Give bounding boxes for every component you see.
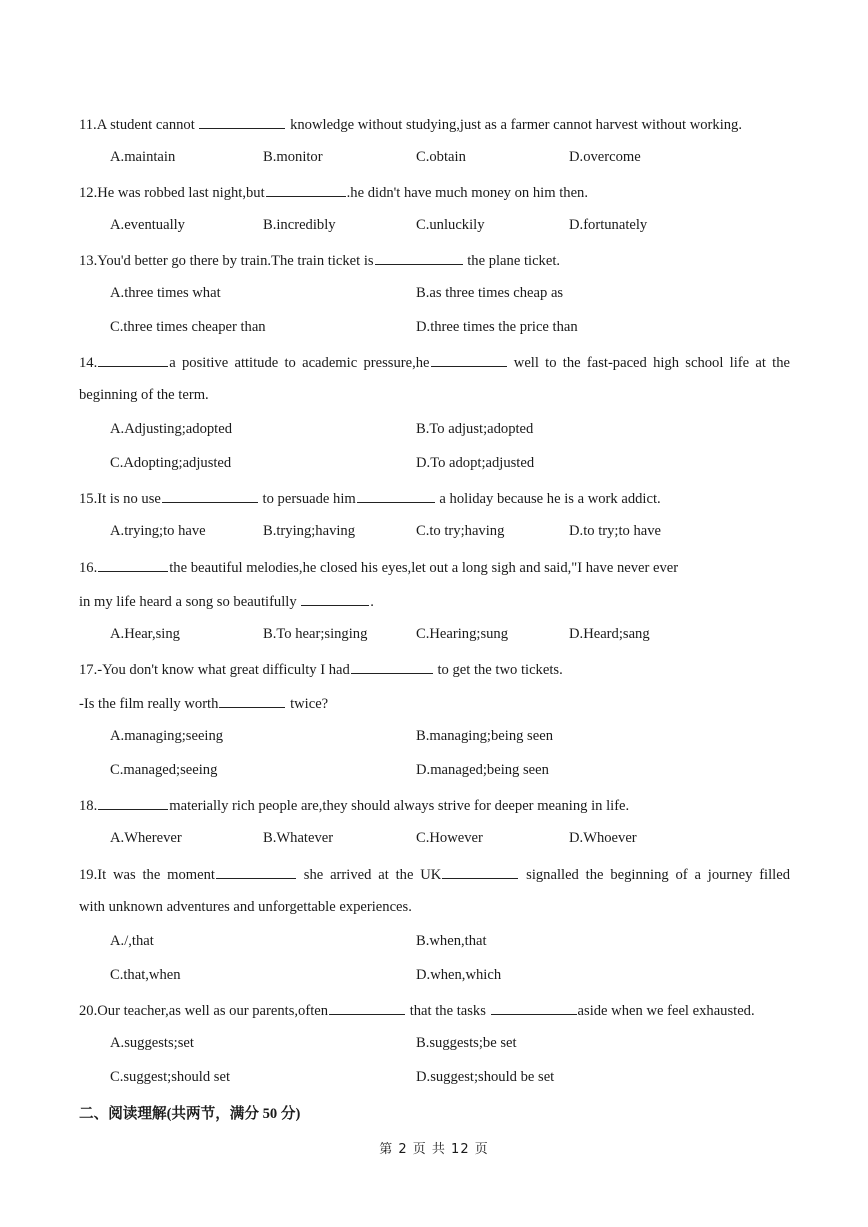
question-11-option-b[interactable]: B.monitor — [263, 149, 323, 165]
question-16-option-b[interactable]: B.To hear;singing — [263, 626, 368, 642]
answer-blank[interactable] — [442, 864, 518, 879]
question-14-stem: 14. a positive attitude to academic pressure,he well to the fast-paced high school life at the — [79, 352, 790, 372]
question-19-stem: 19.It was the moment she arrived at the UK signalled the beginning of a journey filled — [79, 864, 790, 884]
question-16-option-d[interactable]: D.Heard;sang — [569, 626, 650, 642]
section-heading-reading: 二、阅读理解(共两节，满分 50 分) — [79, 1106, 301, 1122]
question-18-option-d[interactable]: D.Whoever — [569, 830, 637, 846]
question-20-option-c[interactable]: C.suggest;should set — [110, 1069, 230, 1085]
answer-blank[interactable] — [219, 693, 285, 708]
question-18-option-a[interactable]: A.Wherever — [110, 830, 182, 846]
answer-blank[interactable] — [216, 864, 296, 879]
question-13-option-c[interactable]: C.three times cheaper than — [110, 319, 266, 335]
question-20-option-b[interactable]: B.suggests;be set — [416, 1035, 517, 1051]
answer-blank[interactable] — [98, 352, 168, 367]
question-20-option-d[interactable]: D.suggest;should be set — [416, 1069, 555, 1085]
question-15-option-c[interactable]: C.to try;having — [416, 523, 505, 539]
question-19-option-b[interactable]: B.when,that — [416, 933, 487, 949]
question-19-stem-continuation: with unknown adventures and unforgettable experiences. — [79, 899, 412, 915]
answer-blank[interactable] — [357, 488, 435, 503]
question-17-stem: 17.-You don't know what great difficulty I had to get the two tickets. — [79, 659, 563, 679]
question-16-option-a[interactable]: A.Hear,sing — [110, 626, 180, 642]
question-12-option-a[interactable]: A.eventually — [110, 217, 185, 233]
question-16-option-c[interactable]: C.Hearing;sung — [416, 626, 509, 642]
question-12-option-d[interactable]: D.fortunately — [569, 217, 648, 233]
question-17-stem-continuation: -Is the film really worth twice? — [79, 693, 328, 713]
question-20-stem: 20.Our teacher,as well as our parents,often that the tasks aside when we feel exhausted. — [79, 1000, 755, 1020]
question-18-stem: 18. materially rich people are,they should always strive for deeper meaning in life. — [79, 795, 629, 815]
answer-blank[interactable] — [431, 352, 507, 367]
question-20-option-a[interactable]: A.suggests;set — [110, 1035, 194, 1051]
question-16-stem: 16. the beautiful melodies,he closed his eyes,let out a long sigh and said,"I have never ever — [79, 557, 678, 577]
question-13-option-a[interactable]: A.three times what — [110, 285, 221, 301]
answer-blank[interactable] — [266, 182, 346, 197]
answer-blank[interactable] — [98, 795, 168, 810]
question-15-option-b[interactable]: B.trying;having — [263, 523, 356, 539]
question-17-option-d[interactable]: D.managed;being seen — [416, 762, 549, 778]
question-12-option-b[interactable]: B.incredibly — [263, 217, 336, 233]
answer-blank[interactable] — [351, 659, 433, 674]
question-19-option-c[interactable]: C.that,when — [110, 967, 181, 983]
answer-blank[interactable] — [375, 250, 463, 265]
question-12-stem: 12.He was robbed last night,but .he didn't have much money on him then. — [79, 182, 588, 202]
question-17-option-c[interactable]: C.managed;seeing — [110, 762, 218, 778]
question-11-option-c[interactable]: C.obtain — [416, 149, 466, 165]
answer-blank[interactable] — [491, 1000, 577, 1015]
question-11-option-a[interactable]: A.maintain — [110, 149, 176, 165]
question-14-option-b[interactable]: B.To adjust;adopted — [416, 421, 534, 437]
question-13-option-b[interactable]: B.as three times cheap as — [416, 285, 564, 301]
question-14-option-a[interactable]: A.Adjusting;adopted — [110, 421, 233, 437]
question-15-option-d[interactable]: D.to try;to have — [569, 523, 662, 539]
answer-blank[interactable] — [199, 114, 285, 129]
question-12-option-c[interactable]: C.unluckily — [416, 217, 485, 233]
question-11-stem: 11.A student cannot knowledge without studying,just as a farmer cannot harvest without working. — [79, 114, 742, 134]
question-14-option-d[interactable]: D.To adopt;adjusted — [416, 455, 535, 471]
question-19-option-a[interactable]: A./,that — [110, 933, 154, 949]
question-17-option-b[interactable]: B.managing;being seen — [416, 728, 553, 744]
question-11-option-d[interactable]: D.overcome — [569, 149, 641, 165]
answer-blank[interactable] — [301, 591, 369, 606]
question-17-option-a[interactable]: A.managing;seeing — [110, 728, 224, 744]
question-16-stem-continuation: in my life heard a song so beautifully . — [79, 591, 374, 611]
question-14-stem-continuation: beginning of the term. — [79, 387, 209, 403]
question-13-stem: 13.You'd better go there by train.The train ticket is the plane ticket. — [79, 250, 560, 270]
page-footer: 第 2 页 共 12 页 — [379, 1142, 489, 1157]
question-18-option-c[interactable]: C.However — [416, 830, 483, 846]
question-14-option-c[interactable]: C.Adopting;adjusted — [110, 455, 232, 471]
question-13-option-d[interactable]: D.three times the price than — [416, 319, 578, 335]
question-15-stem: 15.It is no use to persuade him a holiday because he is a work addict. — [79, 488, 661, 508]
question-19-option-d[interactable]: D.when,which — [416, 967, 502, 983]
question-18-option-b[interactable]: B.Whatever — [263, 830, 334, 846]
answer-blank[interactable] — [162, 488, 258, 503]
answer-blank[interactable] — [329, 1000, 405, 1015]
question-15-option-a[interactable]: A.trying;to have — [110, 523, 206, 539]
answer-blank[interactable] — [98, 557, 168, 572]
